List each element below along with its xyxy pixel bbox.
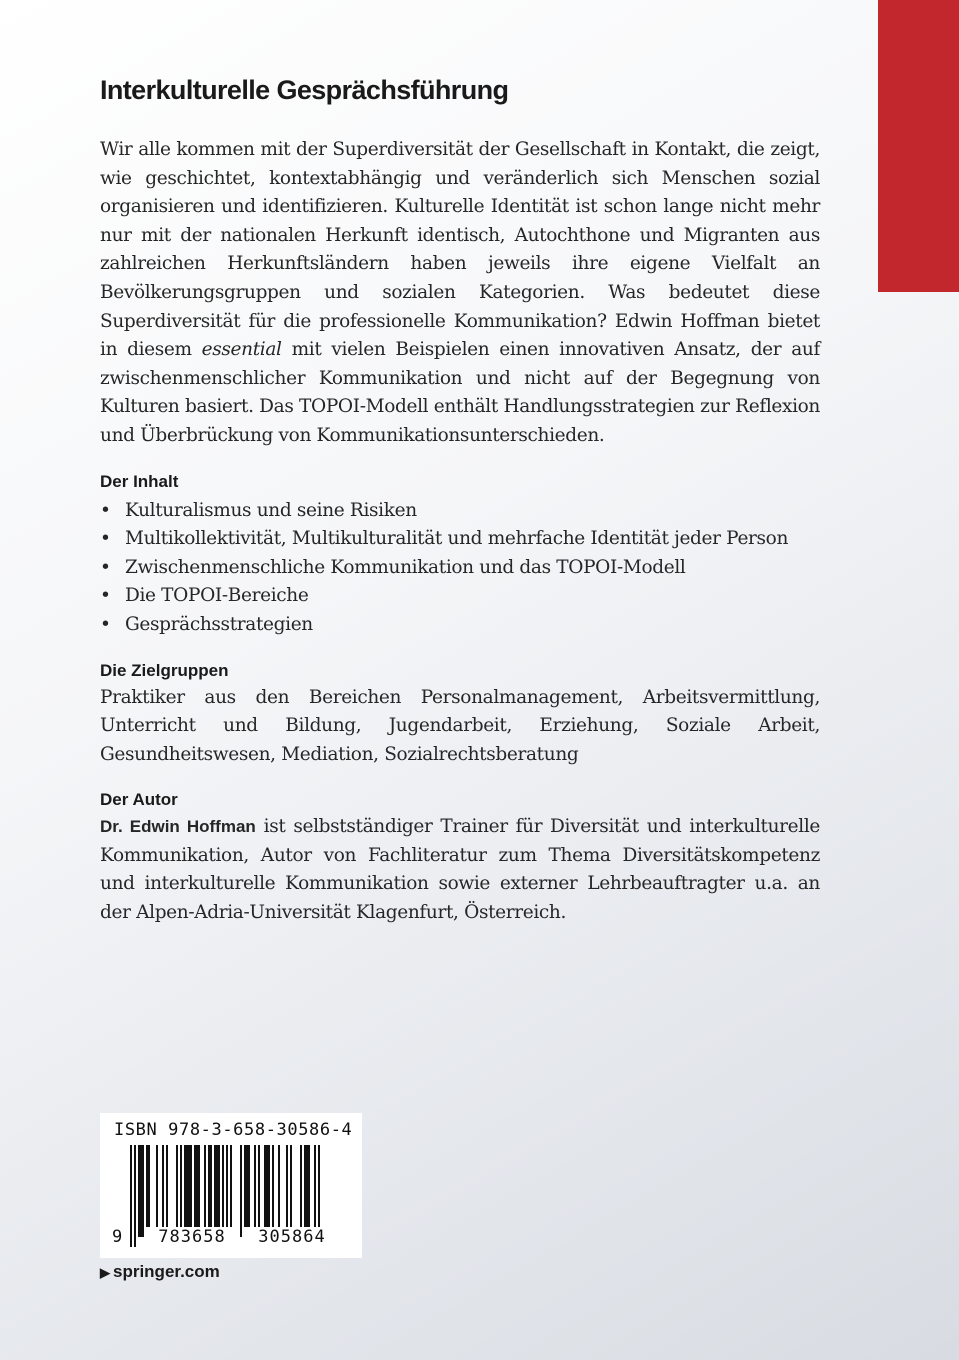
author-paragraph (100, 813, 820, 927)
barcode-bar (240, 1145, 242, 1237)
barcode-bar (268, 1145, 270, 1237)
barcode-bar (148, 1145, 150, 1237)
barcode-bar (258, 1145, 260, 1237)
barcode-bar (244, 1145, 246, 1237)
barcode-bar (210, 1145, 212, 1237)
target-groups-heading: Die Zielgruppen (100, 660, 229, 680)
barcode-bar (248, 1145, 250, 1237)
barcode-bar (218, 1145, 220, 1237)
barcode-digits (100, 1227, 362, 1251)
barcode-bar (190, 1145, 192, 1237)
barcode-bar (286, 1145, 288, 1237)
intro-text-before: Wir alle kommen mit der Superdiversität der Gesellschaft in Kontakt, die zeigt, wie geschichtet, kontextabhängig und veränderlich sich Menschen sozial organisieren und identifizieren. Kulturelle Identität ist schon lange nicht mehr nur mit der nationalen Herkunft identisch, Autochthone und Migranten aus zahlreichen Herkunftsländern haben jeweils ihre eigene Vielfalt an Bevölkerungsgruppen und sozialen Kategorien. Was bedeutet diese Superdiversität für die professionelle Kommunikation? Edwin Hoffman bietet in diesem (100, 139, 820, 361)
barcode-bar (306, 1145, 308, 1237)
list-item-text: Die TOPOI-Bereiche (125, 585, 309, 607)
barcode-bar (186, 1145, 188, 1237)
list-item-text: Kulturalismus und seine Risiken (125, 499, 417, 521)
barcode-bar (230, 1145, 232, 1237)
barcode-digit-first: 9 (112, 1227, 123, 1247)
barcode-bar (272, 1145, 274, 1237)
barcode-bar (208, 1145, 210, 1237)
barcode-bar (140, 1145, 142, 1237)
back-cover-content (100, 70, 820, 928)
contents-list (100, 497, 820, 640)
list-item-text: Gesprächsstrategien (125, 613, 313, 635)
list-item (100, 497, 820, 526)
isbn-barcode (100, 1113, 362, 1258)
barcode-bar (278, 1145, 280, 1237)
barcode-bar (246, 1145, 248, 1237)
author-heading: Der Autor (100, 790, 178, 810)
list-item (100, 582, 820, 611)
barcode-bar (214, 1145, 216, 1237)
intro-emphasis: essential (201, 339, 282, 361)
list-item (100, 525, 820, 554)
barcode-digits-left: 783658 (144, 1227, 240, 1247)
intro-text-after: mit vielen Beispielen einen innovativen Ansatz, der auf zwischenmenschlicher Kommunikation und nicht auf der Begegnung von Kulturen basiert. Das TOPOI-Modell enthält Handlungsstrategien zur Reflexion und Überbrückung von Kommunikationsunterschieden. (100, 339, 820, 446)
bullet-icon: • (100, 613, 111, 635)
bullet-icon: • (100, 556, 111, 578)
barcode-digits-right: 305864 (244, 1227, 340, 1247)
publisher-link[interactable] (100, 1262, 220, 1282)
barcode-bar (290, 1145, 292, 1237)
book-title: Interkulturelle Gesprächsführung (100, 75, 509, 105)
isbn-label: ISBN 978-3-658-30586-4 (114, 1120, 353, 1140)
barcode-bar (196, 1145, 198, 1237)
play-arrow-icon: ▶ (100, 1265, 110, 1280)
bullet-icon: • (100, 499, 111, 521)
bullet-icon: • (100, 528, 111, 550)
barcode-bar (254, 1145, 256, 1237)
barcode-bar (188, 1145, 190, 1237)
bullet-icon: • (100, 585, 111, 607)
barcode-bar (308, 1145, 310, 1237)
barcode-bar (162, 1145, 164, 1237)
barcode-bar (304, 1145, 306, 1237)
target-groups-text: Praktiker aus den Bereichen Personalmanagement, Arbeitsvermittlung, Unterricht und Bildung, Jugendarbeit, Erziehung, Soziale Arbeit, Gesundheitswesen, Mediation, Sozialrechtsberatung (100, 686, 820, 765)
list-item (100, 611, 820, 640)
intro-paragraph (100, 136, 820, 451)
barcode-bar (146, 1145, 148, 1237)
barcode-bar (184, 1145, 186, 1237)
barcode-bar (176, 1145, 178, 1237)
barcode-bar (166, 1145, 168, 1237)
list-item (100, 554, 820, 583)
barcode-bar (216, 1145, 218, 1237)
barcode-bar (156, 1145, 158, 1237)
barcode-bar (180, 1145, 182, 1237)
barcode-bar (264, 1145, 266, 1237)
barcode-bar (198, 1145, 200, 1237)
list-item-text: Multikollektivität, Multikulturalität und mehrfache Identität jeder Person (125, 528, 789, 550)
barcode-bar (266, 1145, 268, 1237)
contents-heading: Der Inhalt (100, 471, 179, 491)
barcode-bar (300, 1145, 302, 1237)
red-accent-bar (878, 0, 959, 292)
barcode-bar (138, 1145, 140, 1237)
publisher-url: springer.com (113, 1262, 220, 1281)
author-name: Dr. Edwin Hoffman (100, 817, 256, 837)
barcode-bar (142, 1145, 144, 1237)
list-item-text: Zwischenmenschliche Kommunikation und das TOPOI-Modell (125, 556, 686, 578)
barcode-bar (204, 1145, 206, 1237)
author-bio: ist selbstständiger Trainer für Diversität und interkulturelle Kommunikation, Autor von Fachliteratur zum Thema Diversitätskompetenz und interkulturelle Kommunikation sowie externer Lehrbeauftragter u.a. an der Alpen-Adria-Universität Klagenfurt, Österreich. (100, 816, 820, 924)
barcode-bar (194, 1145, 196, 1237)
